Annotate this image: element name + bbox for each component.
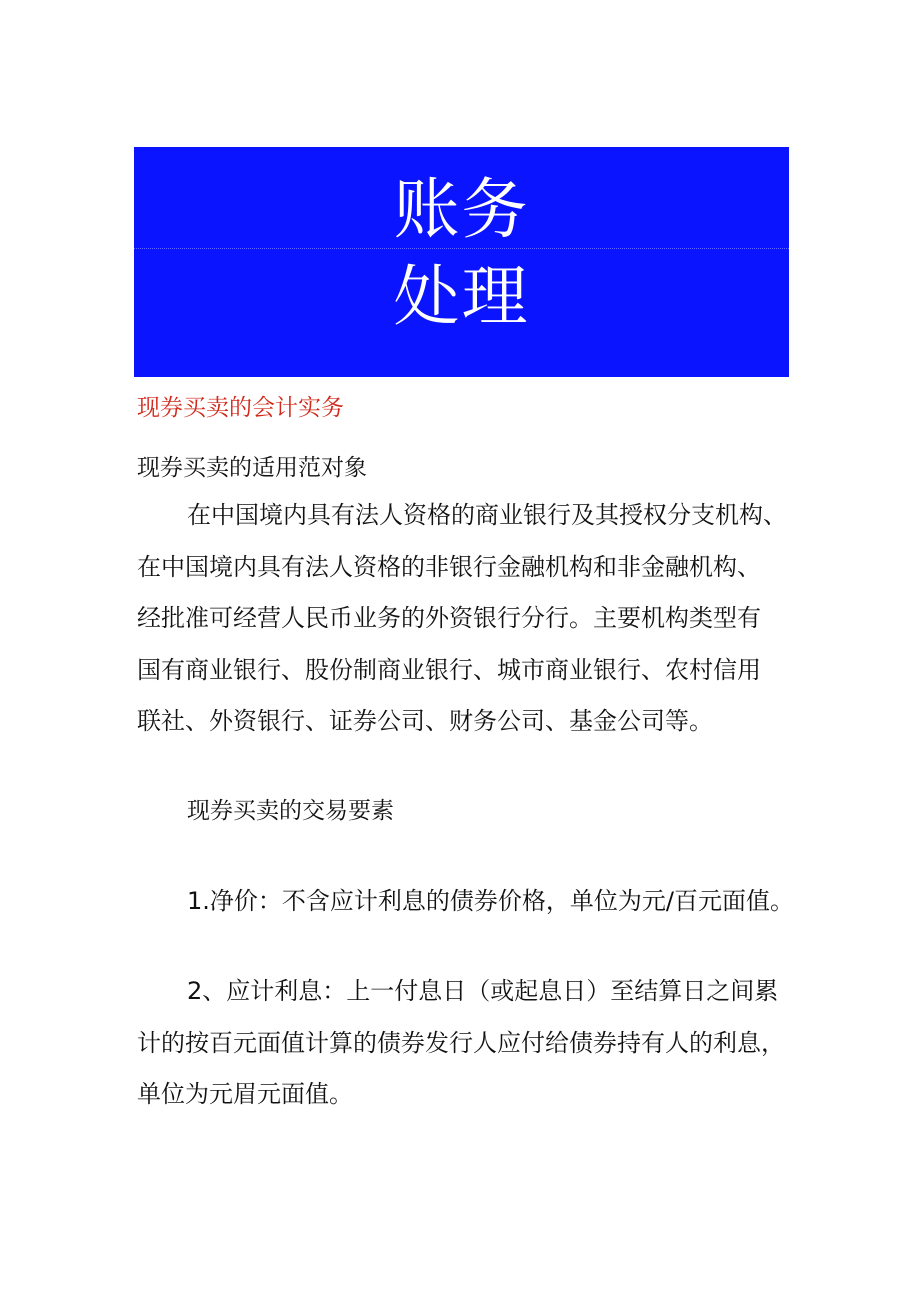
item-net-price: 1.净价：不含应计利息的债券价格，单位为元/百元面值。 [187, 887, 794, 915]
section-title-elements: 现券买卖的交易要素 [187, 798, 394, 824]
paragraph-scope [137, 490, 817, 748]
title-banner [134, 147, 789, 377]
item-accrued-interest [137, 966, 817, 1121]
paragraph-line: 经批准可经营人民币业务的外资银行分行。主要机构类型有 [137, 604, 761, 632]
paragraph-line: 联社、外资银行、证券公司、财务公司、基金公司等。 [137, 707, 713, 735]
paragraph-line: 2、应计利息：上一付息日（或起息日）至结算日之间累 [187, 977, 779, 1005]
subheading-scope: 现券买卖的适用范对象 [137, 455, 367, 481]
paragraph-line: 国有商业银行、股份制商业银行、城市商业银行、农村信用 [137, 655, 761, 684]
paragraph-line: 在中国境内具有法人资格的非银行金融机构和非金融机构、 [137, 552, 761, 581]
section-heading: 现券买卖的会计实务 [137, 395, 344, 421]
paragraph-line: 单位为元眉元面值。 [137, 1080, 353, 1108]
banner-title-line2: 处理 [393, 258, 530, 335]
banner-title-line1: 账务 [393, 171, 530, 248]
paragraph-line: 在中国境内具有法人资格的商业银行及其授权分支机构、 [187, 501, 787, 529]
paragraph-line: 计的按百元面值计算的债券发行人应付给债券持有人的利息， [137, 1028, 785, 1057]
